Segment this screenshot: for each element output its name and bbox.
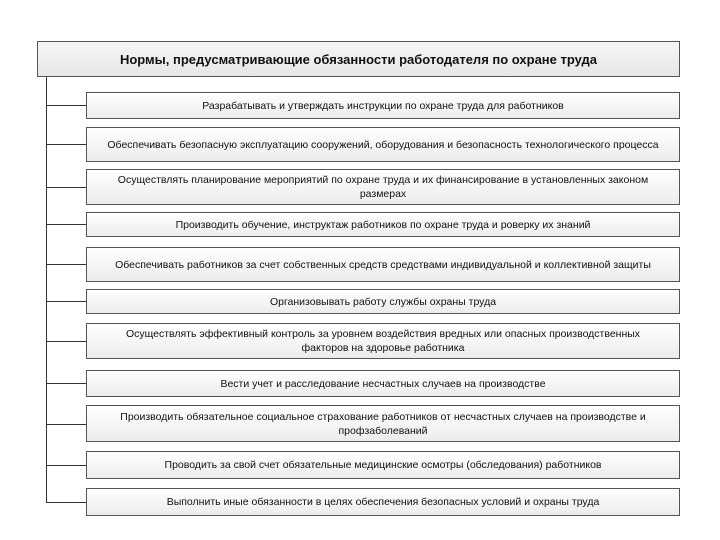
duty-item-social-insurance: Производить обязательное социальное страхование работников от несчастных случаев на производстве и профзаболеваний	[86, 405, 680, 442]
diagram-title: Нормы, предусматривающие обязанности работодателя по охране труда	[37, 41, 680, 77]
duty-item-hazard-control: Осуществлять эффективный контроль за уровнем воздействия вредных или опасных производственных факторов на здоровье работника	[86, 323, 680, 359]
connector-line	[46, 187, 86, 188]
duty-item-planning-financing: Осуществлять планирование мероприятий по охране труда и их финансирование в установленных законом размерах	[86, 169, 680, 205]
duty-item-other-duties: Выполнить иные обязанности в целях обеспечения безопасных условий и охраны труда	[86, 488, 680, 516]
duty-item-safe-operation: Обеспечивать безопасную эксплуатацию сооружений, оборудования и безопасность технологического процесса	[86, 127, 680, 162]
duty-item-training: Производить обучение, инструктаж работников по охране труда и роверку их знаний	[86, 212, 680, 237]
connector-line	[46, 224, 86, 225]
connector-line	[46, 424, 86, 425]
connector-line	[46, 301, 86, 302]
duty-item-safety-service: Организовывать работу службы охраны труда	[86, 289, 680, 314]
connector-line	[46, 383, 86, 384]
trunk-line	[46, 77, 47, 503]
connector-line	[46, 144, 86, 145]
connector-line	[46, 105, 86, 106]
connector-line	[46, 465, 86, 466]
duty-item-instructions: Разрабатывать и утверждать инструкции по охране труда для работников	[86, 92, 680, 119]
connector-line	[46, 502, 86, 503]
duty-item-protective-equipment: Обеспечивать работников за счет собственных средств средствами индивидуальной и коллективной защиты	[86, 247, 680, 282]
duty-item-medical-exams: Проводить за свой счет обязательные медицинские осмотры (обследования) работников	[86, 451, 680, 479]
connector-line	[46, 264, 86, 265]
connector-line	[46, 341, 86, 342]
duty-item-accident-records: Вести учет и расследование несчастных случаев на производстве	[86, 370, 680, 397]
